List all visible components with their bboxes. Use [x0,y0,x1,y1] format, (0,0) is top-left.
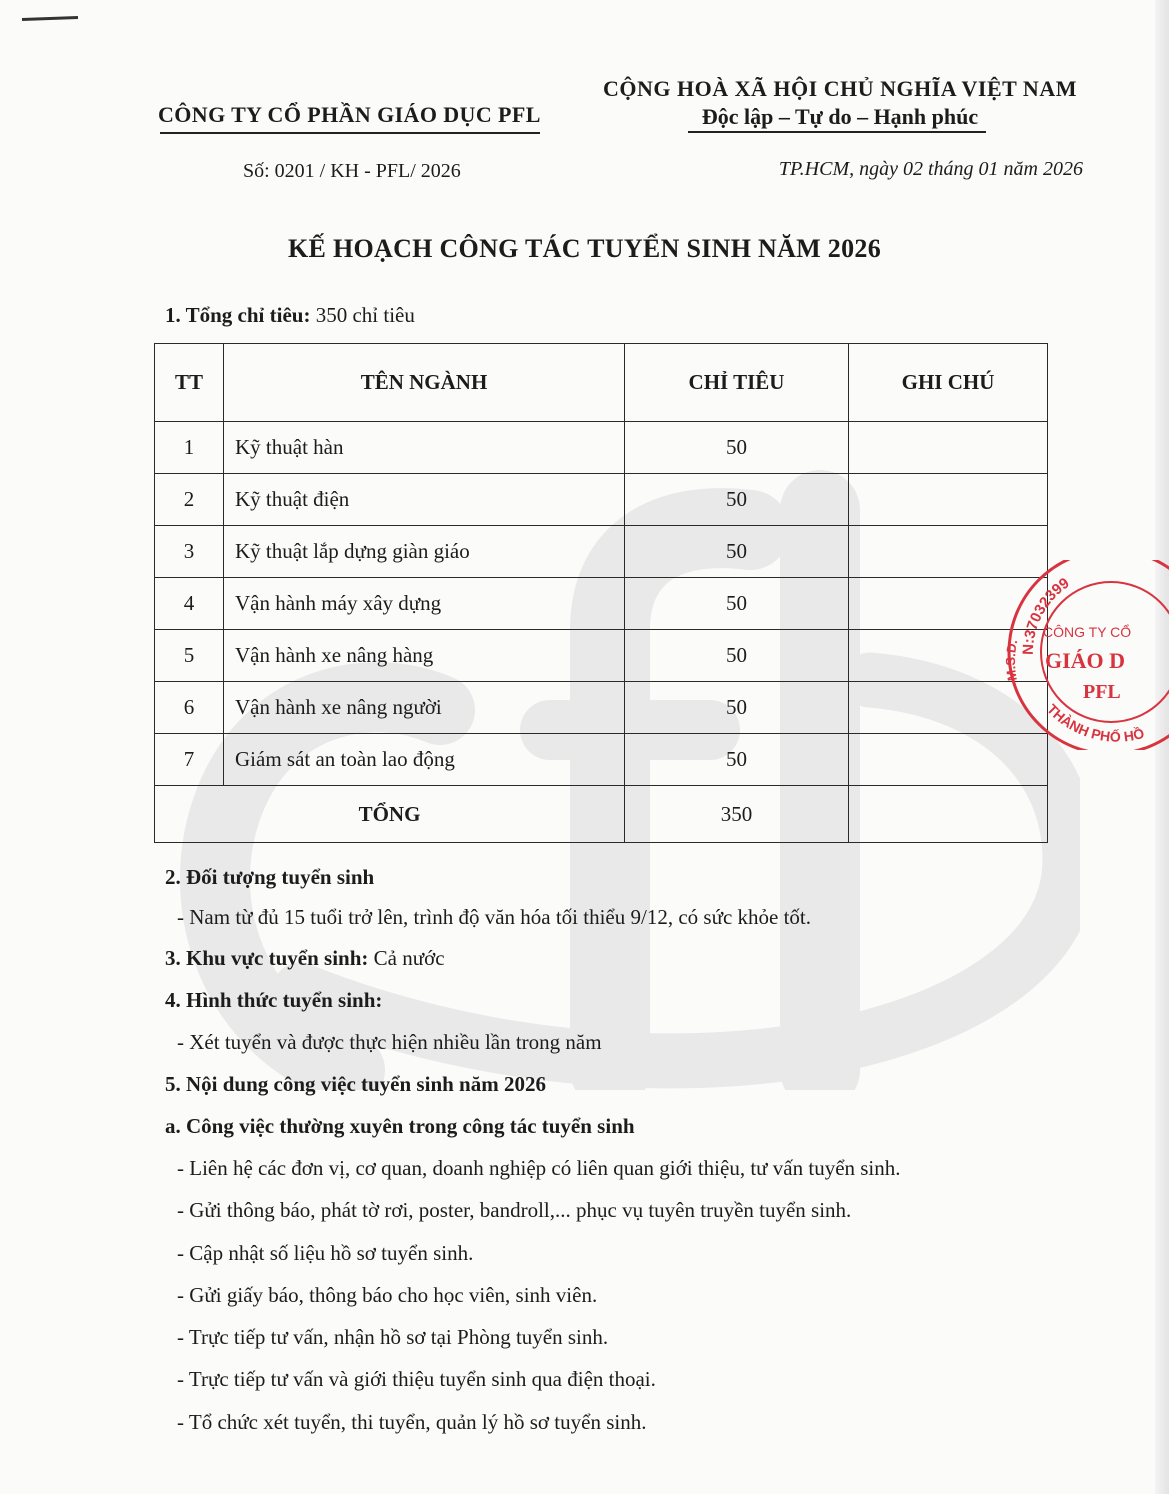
document-date: TP.HCM, ngày 02 tháng 01 năm 2026 [778,158,1083,180]
table-row [155,682,1048,734]
total-label: TỔNG [155,786,625,843]
row-tt: 2 [155,474,224,526]
section-2-bullet: - Nam từ đủ 15 tuổi trở lên, trình độ văn hóa tối thiểu 9/12, có sức khỏe tốt. [177,905,812,929]
row-quota: 50 [625,422,849,474]
section-5-heading-text: 5. Nội dung công việc tuyển sinh năm 2026 [165,1072,546,1096]
table-row [155,630,1048,682]
company-underline [160,132,540,134]
section-3-label: 3. Khu vực tuyển sinh: [165,946,369,970]
total-value: 350 [625,786,849,843]
row-quota: 50 [625,682,849,734]
section-3-value: Cả nước [373,946,445,970]
row-quota: 50 [625,734,849,786]
row-name: Kỹ thuật hàn [224,422,625,474]
company-seal [1003,560,1169,750]
list-item: - Gửi giấy báo, thông báo cho học viên, sinh viên. [177,1283,598,1307]
row-name: Giám sát an toàn lao động [224,734,625,786]
section-2-heading [165,865,374,890]
section-1-value: 350 chỉ tiêu [315,303,415,327]
svg-text:THÀNH PHỐ HỒ [1044,701,1146,745]
row-note [849,422,1048,474]
section-3-region [165,946,445,971]
row-tt: 6 [155,682,224,734]
header-quota: CHỈ TIÊU [625,344,849,422]
row-name: Vận hành xe nâng người [224,682,625,734]
row-quota: 50 [625,526,849,578]
row-quota: 50 [625,474,849,526]
list-item: - Liên hệ các đơn vị, cơ quan, doanh nghiệp có liên quan giới thiệu, tư vấn tuyển sinh. [177,1156,901,1180]
document-title: KẾ HOẠCH CÔNG TÁC TUYỂN SINH NĂM 2026 [287,234,882,263]
section-2-heading-text: 2. Đối tượng tuyển sinh [165,865,375,889]
row-name: Vận hành xe nâng hàng [224,630,625,682]
seal-line-3: PFL [1083,681,1121,703]
row-quota: 50 [625,630,849,682]
table-row [155,474,1048,526]
header-tt: TT [155,344,224,422]
scan-mark [22,16,78,21]
seal-msdn: M.S.D. [1003,638,1021,682]
svg-text:M.S.D. [1003,638,1020,682]
motto-underline [688,131,986,133]
section-4-bullet: - Xét tuyển và được thực hiện nhiều lần trong năm [177,1030,602,1054]
section-1-label: 1. Tổng chỉ tiêu: [165,303,311,327]
seal-code: N:37032399 [1019,574,1073,656]
row-name: Vận hành máy xây dựng [224,578,625,630]
nation-title: CỘNG HOÀ XÃ HỘI CHỦ NGHĨA VIỆT NAM [603,76,1077,101]
section-1-total-quota [165,303,415,328]
row-name: Kỹ thuật điện [224,474,625,526]
table-row [155,734,1048,786]
section-5a-heading [165,1114,635,1139]
seal-city: THÀNH PHỐ HỒ [1043,700,1146,745]
list-item: - Cập nhật số liệu hồ sơ tuyển sinh. [177,1241,474,1265]
list-item: - Tổ chức xét tuyển, thi tuyển, quản lý hồ sơ tuyển sinh. [177,1410,647,1434]
svg-text:N:37032399 [1020,575,1073,656]
row-name: Kỹ thuật lắp dựng giàn giáo [224,526,625,578]
row-note [849,474,1048,526]
row-tt: 5 [155,630,224,682]
national-motto: Độc lập – Tự do – Hạnh phúc [701,104,979,129]
table-row [155,422,1048,474]
row-quota: 50 [625,578,849,630]
list-item: - Gửi thông báo, phát tờ rơi, poster, bandroll,... phục vụ tuyên truyền tuyển sinh. [177,1198,852,1222]
company-name: CÔNG TY CỔ PHẦN GIÁO DỤC PFL [158,102,541,127]
header-note: GHI CHÚ [849,344,1048,422]
list-item: - Trực tiếp tư vấn và giới thiệu tuyển sinh qua điện thoại. [177,1367,656,1391]
section-5a-heading-text: a. Công việc thường xuyên trong công tác tuyển sinh [165,1114,635,1138]
row-tt: 1 [155,422,224,474]
header-name: TÊN NGÀNH [224,344,625,422]
table-row [155,578,1048,630]
row-tt: 4 [155,578,224,630]
table-row [155,526,1048,578]
list-item: - Trực tiếp tư vấn, nhận hồ sơ tại Phòng tuyển sinh. [177,1325,609,1349]
row-tt: 7 [155,734,224,786]
document-number: Số: 0201 / KH - PFL/ 2026 [243,160,461,182]
section-4-heading [165,988,382,1013]
total-note [849,786,1048,843]
row-tt: 3 [155,526,224,578]
section-5-heading [165,1072,546,1097]
quota-table [154,343,1048,843]
section-4-heading-text: 4. Hình thức tuyển sinh: [165,988,383,1012]
seal-line-2: GIÁO D [1045,648,1126,673]
seal-line-1: CÔNG TY CỔ [1043,624,1132,640]
table-total-row [155,786,1048,843]
table-header-row [155,344,1048,422]
